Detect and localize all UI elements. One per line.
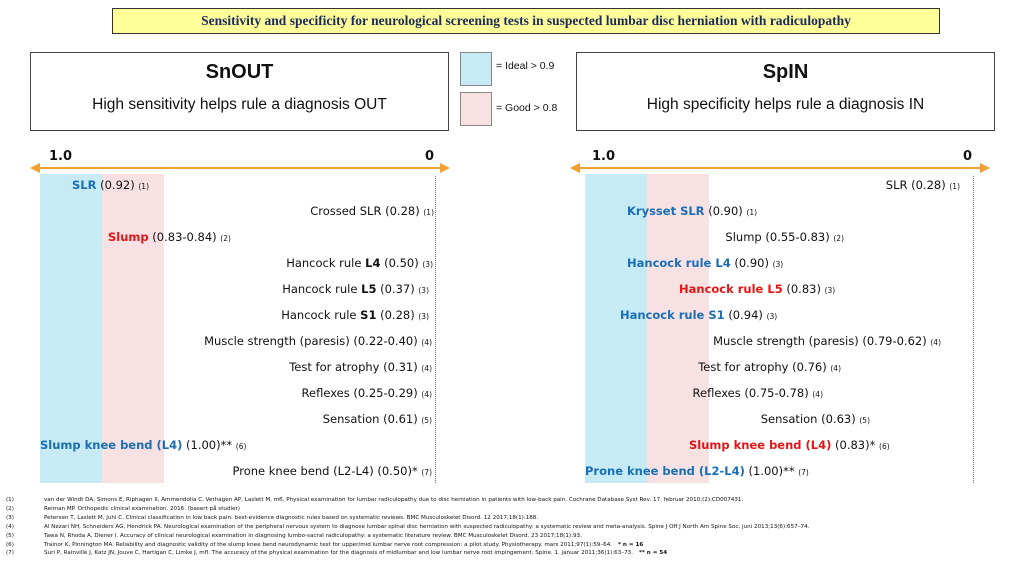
reference-marker: (2) <box>220 234 231 243</box>
test-name: Reflexes <box>692 386 745 400</box>
snout-panel <box>30 52 449 131</box>
legend-good-label: = Good > 0.8 <box>496 102 558 114</box>
spin-test-row <box>886 178 960 192</box>
test-value: (0.22-0.40) <box>353 334 418 348</box>
spin-test-row <box>679 282 835 296</box>
snout-test-row <box>108 230 231 244</box>
test-name-highlight: Prone knee bend (L2-L4) <box>585 464 745 478</box>
reference-text: Suri P, Rainville J, Katz JN, Jouve C, Hartigan C, Limke J, mfl. The accuracy of the physical examination for the diagnosis of midlumbar and low lumbar nerve root impingement. Spine. 1. januar 2011;36(1):63–73. <box>44 550 633 557</box>
reference-number: (1) <box>6 497 14 503</box>
reference-marker: (2) <box>833 234 844 243</box>
legend-ideal-label: = Ideal > 0.9 <box>496 60 555 72</box>
legend-good-swatch <box>460 92 492 126</box>
test-value: (0.28) <box>385 204 420 218</box>
spin-test-row <box>689 438 890 452</box>
spin-axis-tick-low: 0 <box>963 149 973 164</box>
reference-marker: (4) <box>421 338 432 347</box>
test-name: Muscle strength (paresis) <box>713 334 863 348</box>
reference-marker: (1) <box>138 182 149 191</box>
test-name-highlight: L4 <box>365 256 381 270</box>
snout-axis-arrow <box>30 161 450 175</box>
test-name: Sensation <box>322 412 384 426</box>
test-name-highlight: S1 <box>360 308 377 322</box>
test-value: (0.28) <box>380 308 415 322</box>
snout-test-row <box>286 256 433 270</box>
test-name: Prone knee bend (L2-L4) <box>232 464 378 478</box>
spin-good-band <box>647 174 709 483</box>
reference-marker: (4) <box>421 390 432 399</box>
test-value: (0.50)* <box>377 464 418 478</box>
spin-zero-line <box>973 176 974 483</box>
reference-marker: (1) <box>423 208 434 217</box>
spin-ideal-band <box>585 174 647 483</box>
reference-item <box>6 549 1021 558</box>
snout-test-row <box>72 178 149 192</box>
test-value: (0.83-0.84) <box>152 230 217 244</box>
reference-marker: (4) <box>812 390 823 399</box>
reference-sample-size: * n = 16 <box>618 541 644 548</box>
test-value: (0.83)* <box>835 438 876 452</box>
test-name-highlight: Hancock rule L5 <box>679 282 783 296</box>
reference-text: Trainor K, Pinnington MA. Reliability and diagnostic validity of the slump knee bend neurodynamic test for upper/mid lumbar nerve root compression: a pilot study. Physiotherapy. mars 2011;97(1):59–64. <box>44 541 613 548</box>
reference-text: Al Nezari NH, Schneiders AG, Hendrick PA. Neurological examination of the peripheral nervous system to diagnose lumbar spinal disc herniation with suspected radiculopathy: a systematic review and meta-analysis. Spine J Off J North Am Spine Soc. juni 2013;13(6):657–74. <box>44 523 810 530</box>
reference-number: (4) <box>6 523 14 530</box>
snout-test-row <box>302 386 432 400</box>
reference-number: (2) <box>6 505 14 512</box>
reference-number: (3) <box>6 514 14 521</box>
reference-item <box>6 505 1021 514</box>
reference-sample-size: ** n = 54 <box>639 550 668 557</box>
test-name-highlight: SLR <box>72 178 97 192</box>
spin-test-row <box>725 230 844 244</box>
test-name-highlight: Slump knee bend (L4) <box>689 438 832 452</box>
reference-marker: (1) <box>746 208 758 217</box>
spin-test-row <box>761 412 870 426</box>
reference-marker: (5) <box>421 416 432 425</box>
test-name: Hancock rule <box>286 256 366 270</box>
spin-test-row <box>627 204 757 218</box>
test-value: (0.50) <box>384 256 419 270</box>
test-name: Muscle strength (paresis) <box>204 334 354 348</box>
reference-marker: (3) <box>418 286 429 295</box>
reference-item <box>6 532 1021 541</box>
snout-test-row <box>204 334 432 348</box>
spin-axis-tick-high: 1.0 <box>592 149 616 164</box>
snout-test-row <box>233 464 433 478</box>
test-name: Reflexes <box>301 386 354 400</box>
test-name: Test for atrophy <box>698 360 793 374</box>
reference-number: (5) <box>6 532 14 539</box>
snout-test-row <box>323 412 432 426</box>
test-name: SLR <box>885 178 912 192</box>
snout-ideal-band <box>40 174 102 483</box>
test-value: (0.63) <box>821 412 856 426</box>
test-name: Sensation <box>760 412 822 426</box>
test-name: Slump <box>725 230 766 244</box>
reference-marker: (7) <box>798 468 809 477</box>
test-name-highlight: Hancock rule L4 <box>627 256 731 270</box>
reference-item <box>6 514 1021 523</box>
reference-marker: (7) <box>421 468 432 477</box>
test-value: (1.00)** <box>748 464 795 478</box>
test-value: (1.00)** <box>186 438 233 452</box>
reference-marker: (6) <box>235 442 247 451</box>
reference-marker: (1) <box>949 182 960 191</box>
spin-axis-arrow <box>570 161 990 175</box>
test-name: Hancock rule <box>281 308 361 322</box>
reference-marker: (5) <box>859 416 870 425</box>
spin-subtitle: High specificity helps rule a diagnosis IN <box>646 96 925 113</box>
test-value: (0.37) <box>380 282 415 296</box>
spin-test-row <box>693 386 823 400</box>
reference-number: (7) <box>6 550 14 557</box>
reference-text: Petersen T, Laslett M, Juhl C. Clinical classification in low back pain: best-evidence diagnostic rules based on systematic reviews. BMC Musculoskelet Disord. 12 2017;18(1):188. <box>44 514 539 521</box>
test-value: (0.76) <box>792 360 827 374</box>
page-title: Sensitivity and specificity for neurological screening tests in suspected lumbar disc herniation with radiculopathy <box>112 8 940 34</box>
test-name: Crossed SLR <box>310 204 386 218</box>
test-value: (0.55-0.83) <box>765 230 830 244</box>
reference-marker: (3) <box>772 260 784 269</box>
test-name-highlight: Slump knee bend (L4) <box>40 438 183 452</box>
reference-marker: (6) <box>879 442 890 451</box>
reference-item <box>6 496 1021 505</box>
spin-test-row <box>585 464 809 478</box>
test-value: (0.61) <box>383 412 418 426</box>
test-value: (0.94) <box>728 308 763 322</box>
test-value: (0.79-0.62) <box>862 334 927 348</box>
legend-ideal-swatch <box>460 52 492 86</box>
snout-zero-line <box>435 176 436 483</box>
reference-text: Tawa N, Rhoda A, Diener I. Accuracy of clinical neurological examination in diagnosing lumbo-sacral radiculopathy: a systematic literature review. BMC Musculoskelet Disord. 23 2017;18(1):93. <box>44 532 582 539</box>
snout-test-row <box>310 204 434 218</box>
test-name-highlight: Krysset SLR <box>627 204 705 218</box>
reference-marker: (4) <box>421 364 432 373</box>
snout-axis-tick-low: 0 <box>425 149 435 164</box>
test-value: (0.28) <box>911 178 946 192</box>
snout-test-row <box>40 438 246 452</box>
reference-text: Reiman MP. Orthopedic clinical examination. 2016. (basert på studier) <box>44 505 240 512</box>
snout-subtitle: High sensitivity helps rule a diagnosis OUT <box>92 96 387 113</box>
test-value: (0.83) <box>786 282 821 296</box>
test-value: (0.31) <box>383 360 418 374</box>
test-value: (0.92) <box>100 178 135 192</box>
snout-test-row <box>289 360 432 374</box>
test-name: Hancock rule <box>282 282 362 296</box>
spin-test-row <box>698 360 841 374</box>
reference-marker: (4) <box>930 338 941 347</box>
test-value: (0.90) <box>734 256 769 270</box>
test-name: Test for atrophy <box>289 360 384 374</box>
reference-item <box>6 523 1021 532</box>
spin-heading: SpIN <box>762 61 809 83</box>
spin-panel <box>576 52 995 131</box>
test-name-highlight: Slump <box>108 230 149 244</box>
spin-test-row <box>627 256 783 270</box>
reference-marker: (3) <box>824 286 836 295</box>
test-name-highlight: Hancock rule S1 <box>620 308 725 322</box>
reference-marker: (3) <box>766 312 778 321</box>
snout-axis-tick-high: 1.0 <box>49 149 73 164</box>
reference-item <box>6 541 1021 550</box>
snout-test-row <box>282 282 429 296</box>
test-value: (0.25-0.29) <box>353 386 418 400</box>
spin-test-row <box>713 334 941 348</box>
snout-heading: SnOUT <box>205 61 274 83</box>
spin-test-row <box>620 308 777 322</box>
reference-marker: (3) <box>418 312 429 321</box>
reference-marker: (4) <box>830 364 841 373</box>
reference-number: (6) <box>6 541 14 548</box>
snout-good-band <box>102 174 164 483</box>
reference-marker: (3) <box>422 260 433 269</box>
test-value: (0.75-0.78) <box>744 386 809 400</box>
reference-text: van der Windt DA, Simons E, Riphagen II, Ammendolia C, Verhagen AP, Laslett M, mfl. Physical examination for lumbar radiculopathy due to disc herniation in patients with low-back pain. Cochrane Database Syst Rev. 17. februar 2010;(2):CD007431. <box>44 497 744 503</box>
test-value: (0.90) <box>708 204 743 218</box>
snout-test-row <box>281 308 429 322</box>
test-name-highlight: L5 <box>361 282 377 296</box>
references <box>6 496 1021 558</box>
